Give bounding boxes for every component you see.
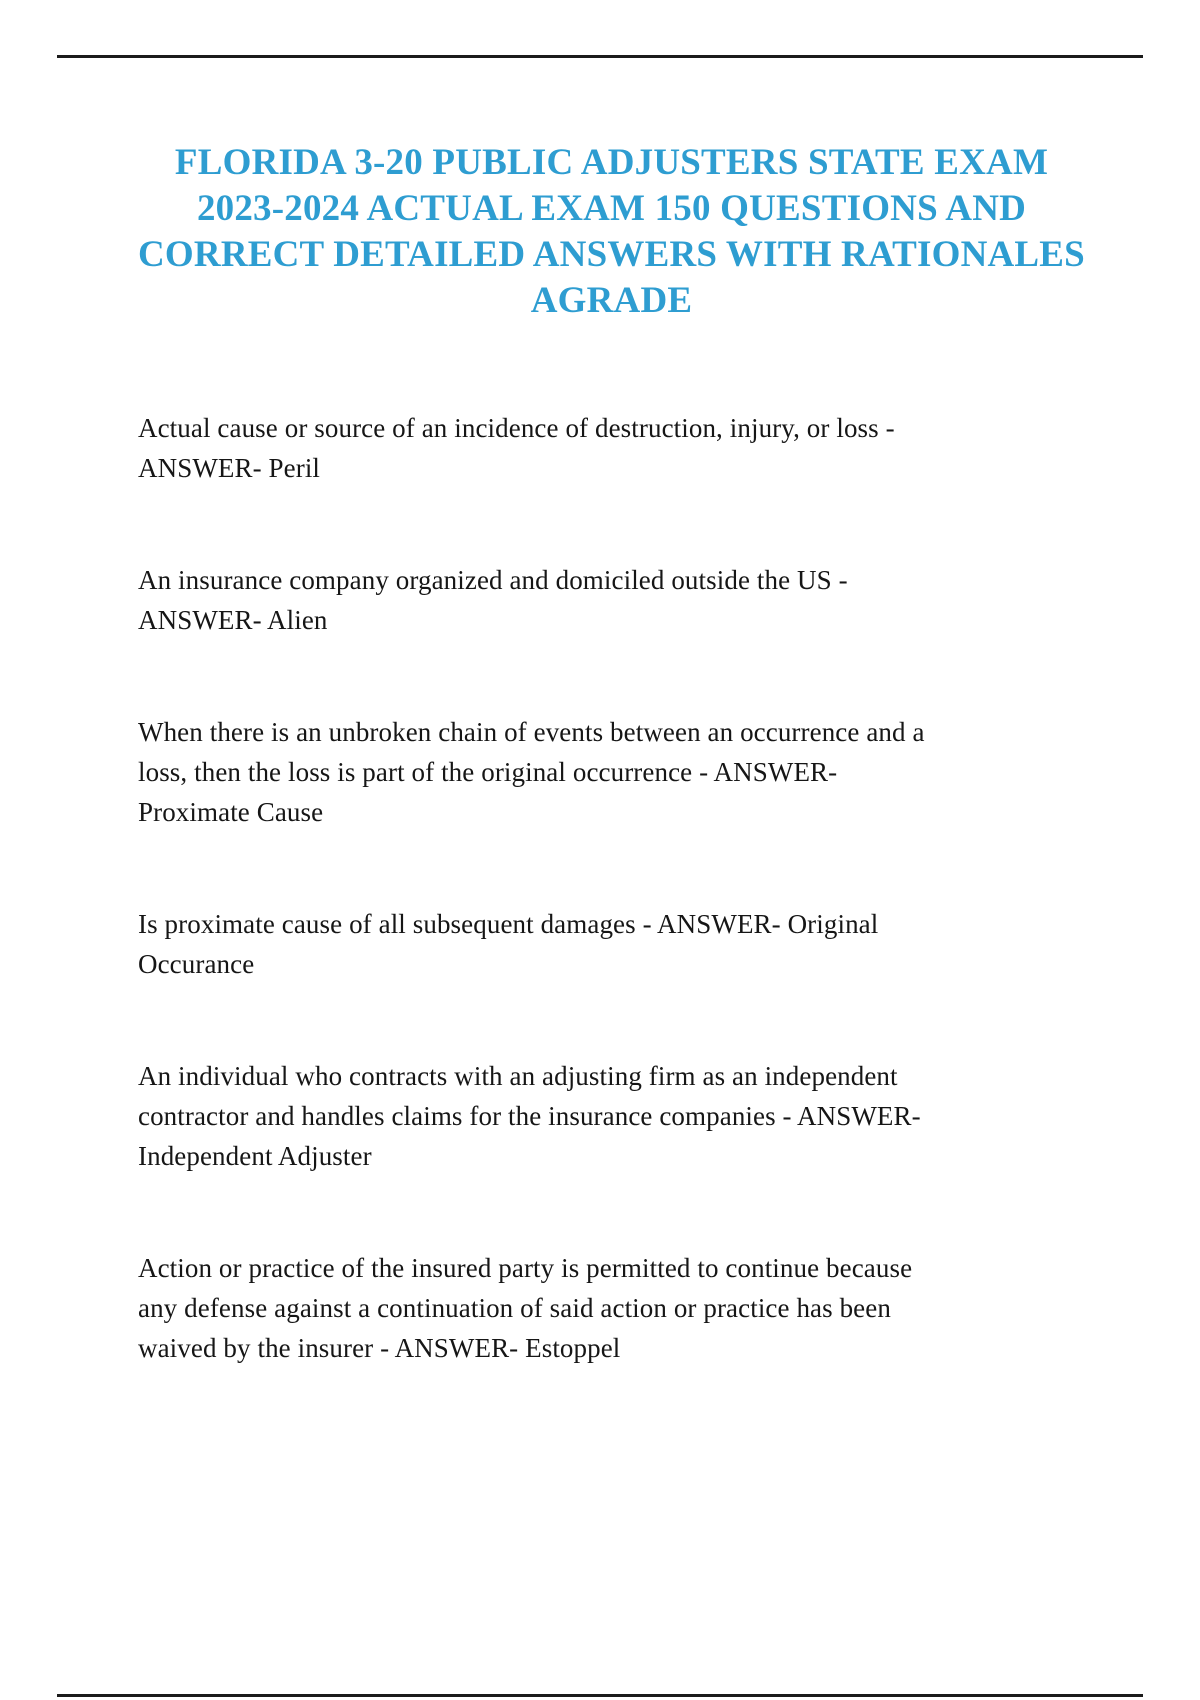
qa-paragraph <box>138 560 1085 640</box>
qa-paragraph-line: Proximate Cause <box>138 797 324 827</box>
qa-list <box>138 408 1085 1368</box>
qa-paragraph <box>138 1248 1085 1368</box>
top-horizontal-rule <box>57 55 1143 58</box>
qa-paragraph-line: Occurance <box>138 949 255 979</box>
qa-paragraph-line: Actual cause or source of an incidence of destruction, injury, or loss - <box>138 413 895 443</box>
qa-paragraph-line: Is proximate cause of all subsequent damages - ANSWER- Original <box>138 909 879 939</box>
bottom-horizontal-rule <box>57 1694 1143 1697</box>
document-title <box>138 140 1085 324</box>
qa-paragraph-line: ANSWER- Peril <box>138 453 321 483</box>
qa-paragraph-line: contractor and handles claims for the insurance companies - ANSWER- <box>138 1101 921 1131</box>
qa-paragraph <box>138 408 1085 488</box>
qa-paragraph-line: Action or practice of the insured party is permitted to continue because <box>138 1253 913 1283</box>
qa-paragraph-line: ANSWER- Alien <box>138 605 328 635</box>
qa-paragraph-line: Independent Adjuster <box>138 1141 372 1171</box>
document-title-line: FLORIDA 3-20 PUBLIC ADJUSTERS STATE EXAM <box>174 142 1049 183</box>
qa-paragraph-line: An individual who contracts with an adjusting firm as an independent <box>138 1061 898 1091</box>
page-content <box>138 140 1085 1440</box>
qa-paragraph <box>138 904 1085 984</box>
qa-paragraph-line: waived by the insurer - ANSWER- Estoppel <box>138 1333 621 1363</box>
qa-paragraph <box>138 712 1085 832</box>
qa-paragraph-line: loss, then the loss is part of the original occurrence - ANSWER- <box>138 757 838 787</box>
qa-paragraph-line: When there is an unbroken chain of events between an occurrence and a <box>138 717 925 747</box>
qa-paragraph-line: An insurance company organized and domiciled outside the US - <box>138 565 848 595</box>
document-title-line: AGRADE <box>530 280 693 321</box>
document-title-line: CORRECT DETAILED ANSWERS WITH RATIONALES <box>138 234 1085 275</box>
qa-paragraph-line: any defense against a continuation of said action or practice has been <box>138 1293 891 1323</box>
document-title-line: 2023-2024 ACTUAL EXAM 150 QUESTIONS AND <box>196 188 1027 229</box>
qa-paragraph <box>138 1056 1085 1176</box>
